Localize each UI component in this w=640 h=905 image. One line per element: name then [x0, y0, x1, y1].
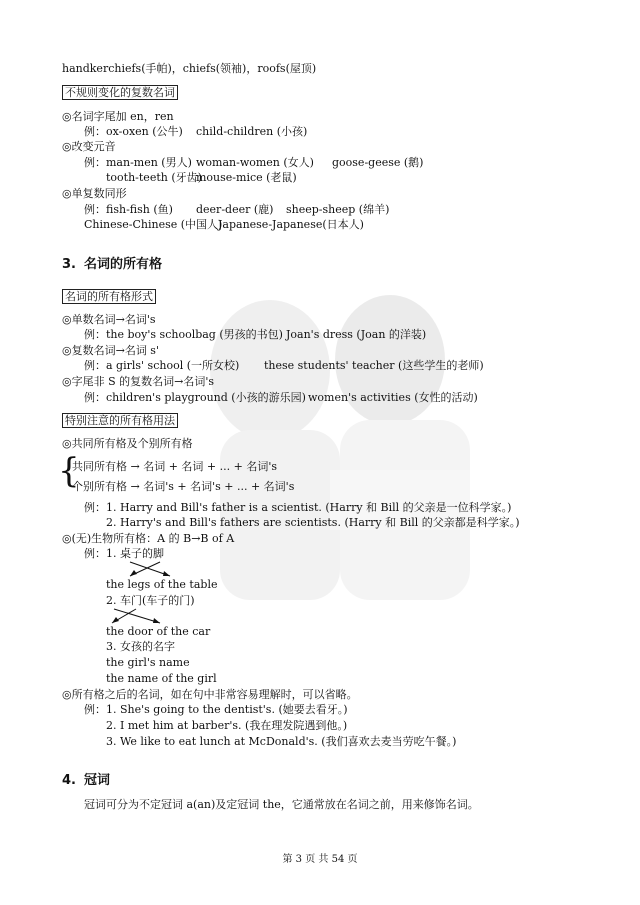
example-girls-school: 例：a girls' school (一所女校)	[84, 359, 240, 372]
example-geese: goose-geese (鹅)	[332, 156, 424, 169]
example-sheep: sheep-sheep (绵羊)	[286, 203, 390, 216]
example-car-door-cn: 2. 车门(车子的门)	[106, 594, 195, 607]
section-4-number: 4.	[62, 773, 76, 788]
example-childrens-playground: 例：children's playground (小孩的游乐园)	[84, 391, 306, 404]
brace-symbol: {	[58, 451, 80, 491]
example-harrys-bills-fathers: 2. Harry's and Bill's fathers are scientists. (Harry 和 Bill 的父亲都是科学家。)	[106, 516, 520, 529]
example-japanese: Japanese-Japanese(日本人)	[218, 218, 364, 231]
example-door-of-car: the door of the car	[106, 625, 211, 638]
example-barbers: 2. I met him at barber's. (我在理发院遇到他。)	[106, 719, 348, 732]
special-possessive-heading: 特别注意的所有格用法	[62, 413, 178, 428]
articles-description: 冠词可分为不定冠词 a(an)及定冠词 the，它通常放在名词之前，用来修饰名词。	[84, 798, 479, 811]
possessive-forms-heading: 名词的所有格形式	[62, 289, 156, 304]
example-girls-name-cn: 3. 女孩的名字	[106, 640, 175, 653]
example-oxen: 例：ox-oxen (公牛)	[84, 125, 183, 138]
example-students-teacher: these students' teacher (这些学生的老师)	[264, 359, 484, 372]
individual-possessive-rule: 个别所有格 → 名词's + 名词's + ... + 名词's	[72, 480, 295, 493]
section-3-number: 3.	[62, 257, 76, 272]
example-mice: mouse-mice (老鼠)	[196, 171, 297, 184]
irregular-plural-heading: 不规则变化的复数名词	[62, 85, 178, 100]
example-women: woman-women (女人)	[196, 156, 314, 169]
plural-examples-line: handkerchiefs(手帕)，chiefs(领袖)，roofs(屋顶)	[62, 62, 317, 75]
example-chinese: Chinese-Chinese (中国人)	[84, 218, 223, 231]
joint-possessive-rule: 共同所有格 → 名词 + 名词 + ... + 名词's	[72, 460, 277, 473]
section-3-title: 名词的所有格	[84, 257, 163, 272]
example-mcdonalds: 3. We like to eat lunch at McDonald's. (我们喜欢去麦当劳吃午餐。)	[106, 735, 457, 748]
rule-plural-possessive: ◎复数名词→名词 s'	[62, 344, 159, 357]
reorder-arrows-2	[100, 607, 200, 627]
example-boys-schoolbag: 例：the boy's schoolbag (男孩的书包)	[84, 328, 283, 341]
rule-omit-noun: ◎所有格之后的名词，如在句中非常容易理解时，可以省略。	[62, 688, 358, 701]
section-4-title: 冠词	[84, 773, 111, 788]
reorder-arrows-1	[100, 560, 200, 580]
example-men: 例：man-men (男人)	[84, 156, 192, 169]
example-teeth: tooth-teeth (牙齿)	[106, 171, 202, 184]
example-name-of-girl: the name of the girl	[106, 672, 217, 685]
example-fish: 例：fish-fish (鱼)	[84, 203, 173, 216]
rule-irregular-plural-possessive: ◎字尾非 S 的复数名词→名词's	[62, 375, 215, 388]
rule-vowel-change: ◎改变元音	[62, 140, 116, 153]
example-deer: deer-deer (鹿)	[196, 203, 274, 216]
example-legs-of-table: the legs of the table	[106, 578, 218, 591]
page-footer: 第 3 页 共 54 页	[282, 854, 358, 865]
example-joans-dress: Joan's dress (Joan 的洋装)	[286, 328, 427, 341]
example-womens-activities: women's activities (女性的活动)	[308, 391, 478, 404]
rule-same-form: ◎单复数同形	[62, 187, 127, 200]
example-harry-bill-father: 例：1. Harry and Bill's father is a scientist. (Harry 和 Bill 的父亲是一位科学家。)	[84, 501, 512, 514]
rule-joint-individual: ◎共同所有格及个别所有格	[62, 437, 193, 450]
example-children: child-children (小孩)	[196, 125, 308, 138]
rule-b-of-a: ◎(无)生物所有格：A 的 B→B of A	[62, 532, 235, 545]
rule-en-ren: ◎名词字尾加 en，ren	[62, 110, 174, 123]
example-dentists: 例：1. She's going to the dentist's. (她要去看牙。)	[84, 703, 348, 716]
rule-singular-possessive: ◎单数名词→名词's	[62, 313, 156, 326]
example-table-legs-cn: 例：1. 桌子的脚	[84, 547, 164, 560]
example-girls-name: the girl's name	[106, 656, 190, 669]
